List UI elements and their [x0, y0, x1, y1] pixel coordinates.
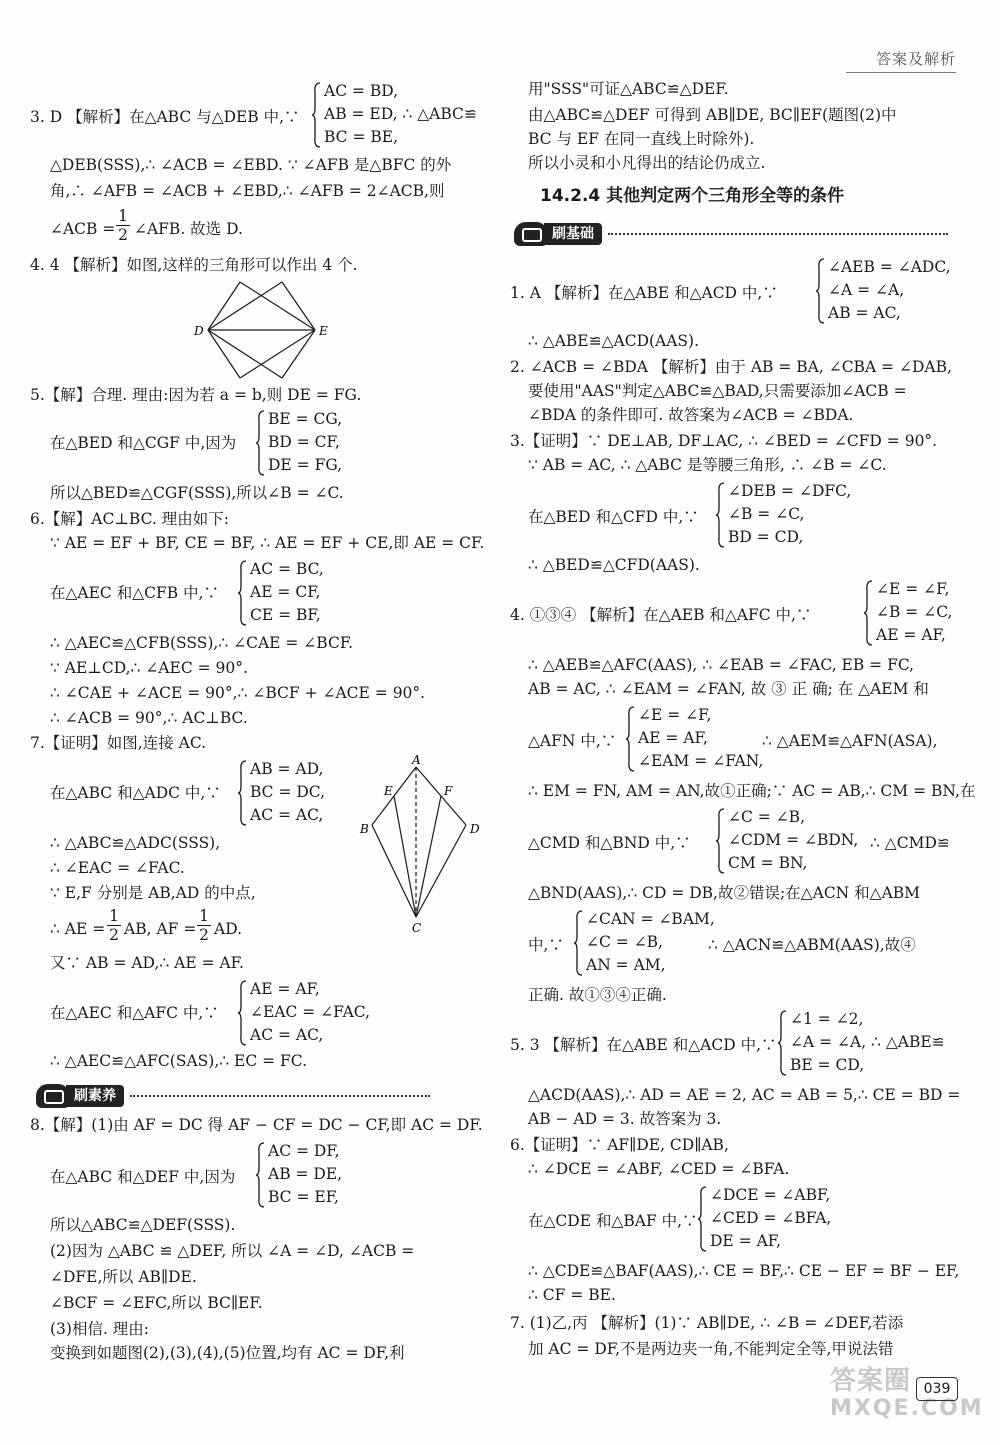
- brace-icon: [626, 706, 635, 772]
- q3-lead: 3. D 【解析】在△ABC 与△DEB 中,∵: [30, 108, 300, 126]
- q3-line-4a: ∠ACB =: [50, 220, 116, 238]
- r-line-4: 所以小灵和小凡得出的结论仍成立.: [528, 154, 766, 172]
- rq6-line-4: ∴ △CDE≌△BAF(AAS),∴ CE = BF,∴ CE − EF = BF − EF,: [528, 1262, 960, 1280]
- r-line-2: 由△ABC≌△DEF 可得到 AB∥DE, BC∥EF(题图(2)中: [528, 106, 897, 124]
- rq4-line-7: △BND(AAS),∴ CD = DB,故②错误;在△ACN 和△ABM: [528, 884, 921, 902]
- q7-line-9: ∴ △AEC≌△AFC(SAS),∴ EC = FC.: [50, 1052, 308, 1070]
- brace-icon: [256, 410, 265, 476]
- rq4-sys4-3: AN = AM,: [586, 956, 666, 974]
- q7-sys-1: AB = AD,: [250, 760, 324, 778]
- fraction-denominator: 2: [197, 925, 211, 944]
- q6-lead: 在△AEC 和△CFB 中,∵: [50, 584, 219, 602]
- rq2-line-1: 2. ∠ACB = ∠BDA 【解析】由于 AB = BA, ∠CBA = ∠DAB,: [510, 358, 952, 376]
- rq4-sys2-1: ∠E = ∠F,: [638, 706, 712, 724]
- brace-icon: [778, 1010, 787, 1076]
- brace-icon: [698, 1186, 707, 1252]
- q5-sys-1: BE = CG,: [268, 410, 343, 428]
- brush-icon: [514, 222, 548, 246]
- dotted-rule: [608, 233, 948, 235]
- r-line-3: BC 与 EF 在同一直线上时除外).: [528, 130, 755, 148]
- rq1-sys-2: ∠A = ∠A,: [828, 281, 905, 299]
- rq4-line-9: 正确. 故①③④正确.: [528, 986, 667, 1004]
- brace-icon: [312, 82, 321, 148]
- brace-icon: [574, 910, 583, 976]
- q6-sys-1: AC = BC,: [250, 560, 324, 578]
- rq6-sys-2: ∠CED = ∠BFA,: [710, 1209, 832, 1227]
- rq3-sys-3: BD = CD,: [728, 528, 804, 546]
- q7-line-6c: AD.: [214, 920, 242, 938]
- rq6-line-2: ∴ ∠DCE = ∠ABF, ∠CED = ∠BFA.: [528, 1160, 790, 1178]
- rq5-sys-1: ∠1 = ∠2,: [790, 1010, 864, 1028]
- fig-label-B: B: [360, 822, 369, 836]
- q8-line-8: 变换到如题图(2),(3),(4),(5)位置,均有 AC = DF,利: [50, 1344, 405, 1362]
- brace-icon: [864, 580, 873, 646]
- q4-label-D: D: [194, 324, 204, 338]
- section-title: 14.2.4 其他判定两个三角形全等的条件: [540, 186, 845, 206]
- q4-figure: [190, 274, 340, 390]
- rq4-lead-3: △CMD 和△BND 中,∵: [528, 834, 691, 852]
- rq5-sys-2: ∠A = ∠A, ∴ △ABE≌: [790, 1033, 945, 1051]
- rq4-lead-2: △AFN 中,∵: [528, 732, 617, 750]
- fig-label-E: E: [384, 784, 393, 798]
- rq3-sys-1: ∠DEB = ∠DFC,: [728, 482, 852, 500]
- fig-label-D: D: [470, 822, 480, 836]
- q7-line-1: 7.【证明】如图,连接 AC.: [30, 734, 207, 752]
- dotted-rule: [130, 1095, 430, 1097]
- q6-sys-2: AE = CF,: [250, 583, 321, 601]
- brace-icon: [256, 1142, 265, 1208]
- q7-lead-2: 在△AEC 和△AFC 中,∵: [50, 1004, 219, 1022]
- rq4-sys-1: ∠E = ∠F,: [876, 580, 950, 598]
- rq1-lead: 1. A 【解析】在△ABE 和△ACD 中,∵: [510, 284, 778, 302]
- q6-line-7: ∴ ∠ACB = 90°,∴ AC⊥BC.: [50, 709, 248, 727]
- q7-sys2-1: AE = AF,: [250, 980, 320, 998]
- q4-label-E: E: [319, 324, 328, 338]
- q7-system: [238, 758, 358, 830]
- rq4-sys3-3: CM = BN,: [728, 854, 808, 872]
- q6-sys-3: CE = BF,: [250, 606, 321, 624]
- q7-figure: [350, 755, 490, 935]
- rq5-line-2: △ACD(AAS),∴ AD = AE = 2, AC = AB = 5,∴ CE = BD =: [528, 1086, 961, 1104]
- rq4-sys-3: AE = AF,: [876, 626, 946, 644]
- q6-system: [238, 558, 358, 630]
- rq1-sys-3: AB = AC,: [828, 304, 901, 322]
- section-badge-literacy: [36, 1084, 430, 1108]
- fig-label-A: A: [412, 755, 421, 767]
- q5-line-3: 所以△BED≌△CGF(SSS),所以∠B = ∠C.: [50, 484, 344, 502]
- q7-lead: 在△ABC 和△ADC 中,∵: [50, 784, 221, 802]
- q6-line-6: ∴ ∠CAE + ∠ACE = 90°,∴ ∠BCF + ∠ACE = 90°.: [50, 684, 426, 702]
- rq1-line-2: ∴ △ABE≌△ACD(AAS).: [528, 332, 700, 350]
- rq4-system-2: [626, 704, 764, 776]
- fraction-numerator: 1: [199, 907, 209, 925]
- q7-fraction-2: [197, 907, 211, 944]
- rq3-lead: 在△BED 和△CFD 中,∵: [528, 508, 699, 526]
- q7-line-3: ∴ △ABC≌△ADC(SSS),: [50, 834, 221, 852]
- q8-line-5: ∠DFE,所以 AB∥DE.: [50, 1268, 197, 1286]
- rq4-tail-3: ∴ △CMD≌: [870, 834, 950, 852]
- rq7-line-1: 7. (1)乙,丙 【解析】(1)∵ AB∥DE, ∴ ∠B = ∠DEF,若添: [510, 1314, 904, 1332]
- rq6-line-5: ∴ CF = BE.: [528, 1286, 616, 1304]
- rq1-system: [816, 256, 976, 328]
- q8-sys-1: AC = DF,: [268, 1142, 340, 1160]
- badge-label: 刷基础: [544, 223, 602, 245]
- rq3-line-1: 3.【证明】∵ DE⊥AB, DF⊥AC, ∴ ∠BED = ∠CFD = 90°.: [510, 432, 938, 450]
- rq5-sys-3: BE = CD,: [790, 1056, 865, 1074]
- rq4-lead: 4. ①③④ 【解析】在△AEB 和△AFC 中,∵: [510, 606, 812, 624]
- page-number: 039: [916, 1377, 958, 1401]
- q3-line-3: 角,∴ ∠AFB = ∠ACB + ∠EBD,∴ ∠AFB = 2∠ACB,则: [50, 182, 445, 200]
- rq2-line-2: 要使用"AAS"判定△ABC≌△BAD,只需要添加∠ACB =: [528, 382, 907, 400]
- rq6-system: [698, 1184, 858, 1256]
- q3-line-2: △DEB(SSS),∴ ∠ACB = ∠EBD. ∵ ∠AFB 是△BFC 的外: [50, 156, 452, 174]
- badge-label: 刷素养: [66, 1085, 124, 1107]
- rq6-sys-1: ∠DCE = ∠ABF,: [710, 1186, 831, 1204]
- rq6-line-1: 6.【证明】∵ AF∥DE, CD∥AB,: [510, 1136, 729, 1154]
- q6-line-1: 6.【解】AC⊥BC. 理由如下:: [30, 510, 229, 528]
- fig-label-F: F: [444, 784, 453, 798]
- q6-line-4: ∴ △AEC≌△CFB(SSS),∴ ∠CAE = ∠BCF.: [50, 634, 354, 652]
- rq6-sys-3: DE = AF,: [710, 1232, 782, 1250]
- rq4-sys3-2: ∠CDM = ∠BDN,: [728, 831, 859, 849]
- q3-line-4b: ∠AFB. 故选 D.: [134, 220, 243, 238]
- rq4-sys4-2: ∠C = ∠B,: [586, 933, 663, 951]
- header-rule: [846, 72, 956, 73]
- rq2-line-3: ∠BDA 的条件即可. 故答案为∠ACB = ∠BDA.: [528, 406, 854, 424]
- rq1-sys-1: ∠AEB = ∠ADC,: [828, 258, 951, 276]
- brace-icon: [238, 560, 247, 626]
- q7-line-5: ∵ E,F 分别是 AB,AD 的中点,: [50, 884, 256, 902]
- rq5-system: [778, 1008, 978, 1080]
- brace-icon: [716, 482, 725, 548]
- rq4-system-3: [716, 806, 866, 878]
- running-header: 答案及解析: [875, 50, 956, 68]
- brace-icon: [238, 980, 247, 1046]
- watermark-url: MXQE.COM: [830, 1396, 984, 1421]
- rq7-line-2: 加 AC = DF,不是两边夹一角,不能判定全等,甲说法错: [528, 1340, 894, 1358]
- fraction-numerator: 1: [118, 207, 128, 225]
- q8-line-6: ∠BCF = ∠EFC,所以 BC∥EF.: [50, 1294, 263, 1312]
- q7-sys2-2: ∠EAC = ∠FAC,: [250, 1003, 371, 1021]
- q6-line-5: ∵ AE⊥CD,∴ ∠AEC = 90°.: [50, 659, 248, 677]
- fraction-denominator: 2: [116, 225, 130, 244]
- rq4-system-4: [574, 908, 724, 980]
- brush-icon: [36, 1084, 70, 1108]
- q8-line-7: (3)相信. 理由:: [50, 1320, 150, 1338]
- q6-line-2: ∵ AE = EF + BF, CE = BF, ∴ AE = EF + CE,即 AE = CF.: [50, 534, 485, 552]
- rq5-line-3: AB − AD = 3. 故答案为 3.: [528, 1110, 722, 1128]
- rq3-system: [716, 480, 876, 552]
- fig-label-C: C: [412, 921, 422, 935]
- rq4-tail-2: ∴ △AEM≌△AFN(ASA),: [762, 732, 938, 750]
- q5-lead: 在△BED 和△CGF 中,因为: [50, 434, 237, 452]
- rq4-tail-4: ∴ △ACN≌△ABM(AAS),故④: [708, 936, 916, 954]
- fraction-denominator: 2: [107, 925, 121, 944]
- q3-sys-2: AB = ED, ∴ △ABC≌: [324, 105, 477, 123]
- q7-line-4: ∴ ∠EAC = ∠FAC.: [50, 859, 185, 877]
- brace-icon: [816, 258, 825, 324]
- q8-sys-2: AB = DE,: [268, 1165, 343, 1183]
- rq3-line-2: ∵ AB = AC, ∴ △ABC 是等腰三角形, ∴ ∠B = ∠C.: [528, 456, 887, 474]
- q5-sys-2: BD = CF,: [268, 433, 340, 451]
- q3-fraction: [116, 207, 130, 244]
- q3-system: [312, 80, 492, 150]
- q5-line-1: 5.【解】合理. 理由:因为若 a = b,则 DE = FG.: [30, 386, 362, 404]
- brace-icon: [716, 808, 725, 874]
- q4-line-1: 4. 4 【解析】如图,这样的三角形可以作出 4 个.: [30, 256, 358, 274]
- q8-sys-3: BC = EF,: [268, 1188, 339, 1206]
- q7-sys-2: BC = DC,: [250, 783, 326, 801]
- q8-line-4: (2)因为 △ABC ≌ △DEF, 所以 ∠A = ∠D, ∠ACB =: [50, 1242, 415, 1260]
- rq4-line-2: ∴ △AEB≌△AFC(AAS), ∴ ∠EAB = ∠FAC, EB = FC,: [528, 656, 915, 674]
- watermark-logo: 答案圈: [830, 1366, 912, 1396]
- fraction-numerator: 1: [109, 907, 119, 925]
- rq4-system: [864, 578, 994, 650]
- q5-system: [256, 408, 376, 480]
- rq4-sys3-1: ∠C = ∠B,: [728, 808, 805, 826]
- rq4-line-3: AB = AC, ∴ ∠EAM = ∠FAN, 故 ③ 正 确; 在 △AEM 和: [528, 680, 929, 698]
- rq3-sys-2: ∠B = ∠C,: [728, 505, 805, 523]
- q7-system-2: [238, 978, 398, 1050]
- q7-line-6b: AB, AF =: [124, 920, 197, 938]
- q7-line-7: 又∵ AB = AD,∴ AE = AF.: [50, 954, 244, 972]
- rq5-lead: 5. 3 【解析】在△ABE 和△ACD 中,∵: [510, 1036, 777, 1054]
- q7-fraction-1: [107, 907, 121, 944]
- rq3-line-4: ∴ △BED≌△CFD(AAS).: [528, 556, 700, 574]
- q8-system: [256, 1140, 376, 1212]
- rq4-sys4-1: ∠CAN = ∠BAM,: [586, 910, 715, 928]
- q5-sys-3: DE = FG,: [268, 456, 343, 474]
- r-line-1: 用"SSS"可证△ABC≌△DEF.: [528, 80, 729, 98]
- rq4-sys-2: ∠B = ∠C,: [876, 603, 953, 621]
- section-badge-basics: [514, 222, 948, 246]
- q8-line-1: 8.【解】(1)由 AF = DC 得 AF − CF = DC − CF,即 AC = DF.: [30, 1116, 483, 1134]
- q8-lead: 在△ABC 和△DEF 中,因为: [50, 1168, 236, 1186]
- rq6-lead: 在△CDE 和△BAF 中,∵: [528, 1212, 698, 1230]
- brace-icon: [238, 760, 247, 826]
- q7-sys-3: AC = AC,: [250, 806, 324, 824]
- q3-sys-1: AC = BD,: [324, 82, 399, 100]
- rq4-sys2-2: AE = AF,: [638, 729, 708, 747]
- q7-sys2-3: AC = AC,: [250, 1026, 324, 1044]
- q8-line-3: 所以△ABC≌△DEF(SSS).: [50, 1216, 236, 1234]
- q7-line-6a: ∴ AE =: [50, 920, 106, 938]
- rq4-sys2-3: ∠EAM = ∠FAN,: [638, 752, 764, 770]
- rq4-lead-4: 中,∵: [528, 936, 564, 954]
- rq4-line-5: ∴ EM = FN, AM = AN,故①正确;∵ AC = AB,∴ CM = BN,在: [528, 782, 976, 800]
- q3-sys-3: BC = BE,: [324, 128, 399, 146]
